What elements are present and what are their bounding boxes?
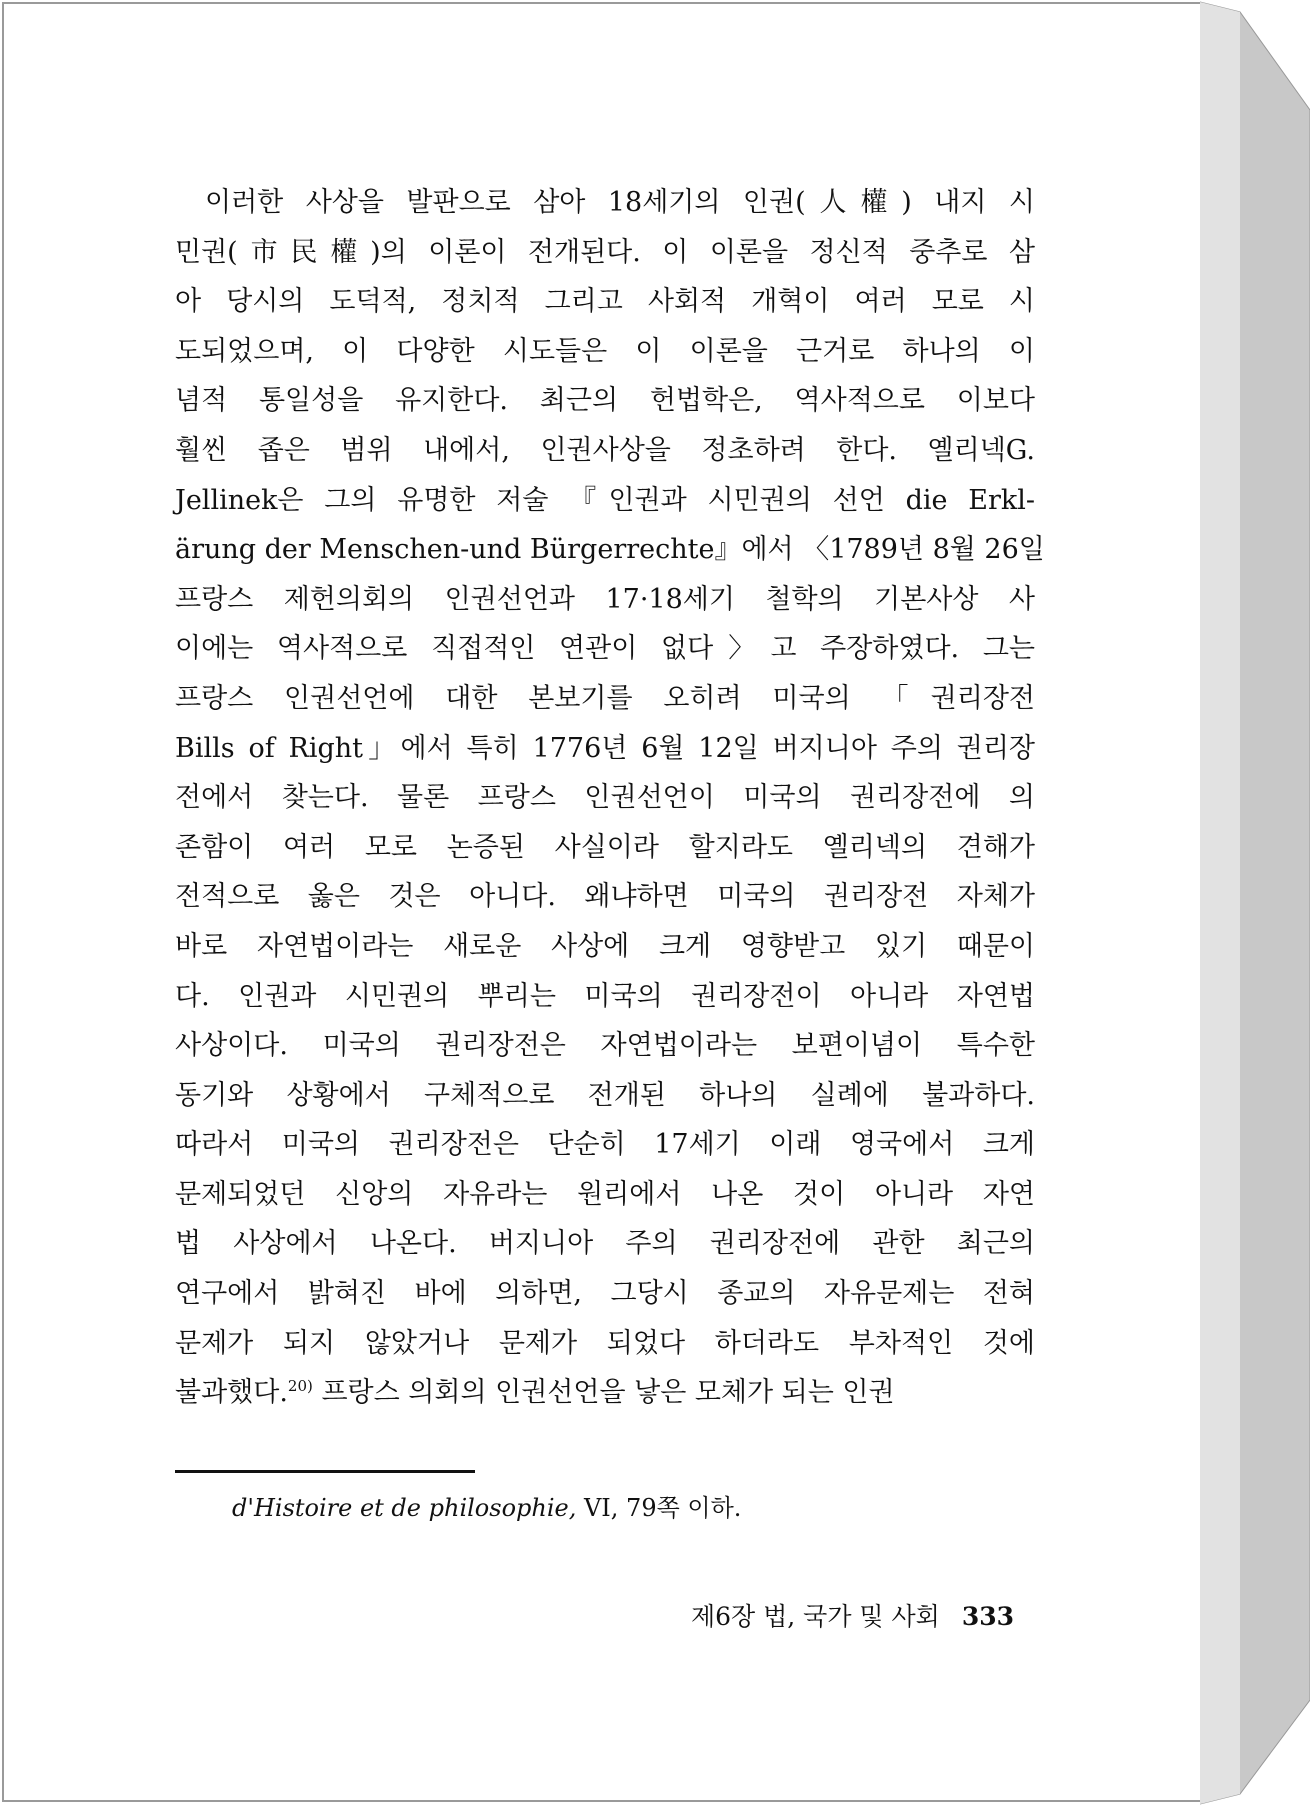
body-line: 사상이다. 미국의 권리장전은 자연법이라는 보편이념이 특수한 xyxy=(175,1030,1035,1062)
body-text xyxy=(175,178,1045,1418)
body-line: 념적 통일성을 유지한다. 최근의 헌법학은, 역사적으로 이보다 xyxy=(175,385,1035,417)
running-footer xyxy=(691,1597,1014,1633)
body-line: 민권(市民權)의 이론이 전개된다. 이 이론을 정신적 중추로 삼 xyxy=(175,236,1035,268)
body-line: 문제가 되지 않았거나 문제가 되었다 하더라도 부차적인 것에 xyxy=(175,1327,1035,1359)
body-line-text: 불과했다. xyxy=(175,1377,288,1409)
body-line: 동기와 상황에서 구체적으로 전개된 하나의 실례에 불과하다. xyxy=(175,1079,1035,1111)
footnote-source-title: d'Histoire et de philosophie, xyxy=(232,1494,577,1522)
body-line: 전에서 찾는다. 물론 프랑스 인권선언이 미국의 권리장전에 의 xyxy=(175,782,1035,814)
body-line: 프랑스 인권선언에 대한 본보기를 오히려 미국의 「권리장전 xyxy=(175,682,1035,714)
body-line: ärung der Menschen-und Bürgerrechte』에서 〈1789년 8월 26일 xyxy=(175,534,1045,566)
body-line-last xyxy=(175,1368,1035,1418)
body-line: 연구에서 밝혀진 바에 의하면, 그당시 종교의 자유문제는 전혀 xyxy=(175,1278,1035,1310)
footnote-page-reference: VI, 79쪽 이하. xyxy=(576,1494,742,1522)
body-line: 훨씬 좁은 범위 내에서, 인권사상을 정초하려 한다. 옐리넥G. xyxy=(175,434,1035,466)
body-line: 다. 인권과 시민권의 뿌리는 미국의 권리장전이 아니라 자연법 xyxy=(175,980,1035,1012)
body-line: 도되었으며, 이 다양한 시도들은 이 이론을 근거로 하나의 이 xyxy=(175,335,1035,367)
body-line: 프랑스 제헌의회의 인권선언과 17·18세기 철학의 기본사상 사 xyxy=(175,583,1035,615)
body-line: Bills of Right」에서 특히 1776년 6월 12일 버지니아 주의 권리장 xyxy=(175,732,1035,764)
body-line: 문제되었던 신앙의 자유라는 원리에서 나온 것이 아니라 자연 xyxy=(175,1178,1035,1210)
page-edge-shadow xyxy=(1200,0,1310,1806)
body-line: Jellinek은 그의 유명한 저술 『인권과 시민권의 선언 die Erkl- xyxy=(175,484,1035,516)
footnote-marker: 20) xyxy=(287,1377,313,1396)
body-line: 따라서 미국의 권리장전은 단순히 17세기 이래 영국에서 크게 xyxy=(175,1129,1035,1161)
chapter-title: 제6장 법, 국가 및 사회 xyxy=(690,1602,940,1631)
page-number: 333 xyxy=(961,1602,1014,1631)
body-line: 바로 자연법이라는 새로운 사상에 크게 영향받고 있기 때문이 xyxy=(175,930,1035,962)
footnote-rule xyxy=(175,1470,475,1473)
body-line: 법 사상에서 나온다. 버지니아 주의 권리장전에 관한 최근의 xyxy=(175,1228,1035,1260)
body-line-text: 프랑스 의회의 인권선언을 낳은 모체가 되는 인권 xyxy=(312,1377,895,1409)
body-line: 이러한 사상을 발판으로 삼아 18세기의 인권(人權) 내지 시 xyxy=(205,187,1035,218)
body-line: 전적으로 옳은 것은 아니다. 왜냐하면 미국의 권리장전 자체가 xyxy=(175,881,1035,913)
body-line: 존함이 여러 모로 논증된 사실이라 할지라도 옐리넥의 견해가 xyxy=(175,831,1035,863)
footnote xyxy=(232,1488,741,1523)
body-line: 이에는 역사적으로 직접적인 연관이 없다〉고 주장하였다. 그는 xyxy=(175,633,1035,665)
body-line: 아 당시의 도덕적, 정치적 그리고 사회적 개혁이 여러 모로 시 xyxy=(175,286,1035,318)
